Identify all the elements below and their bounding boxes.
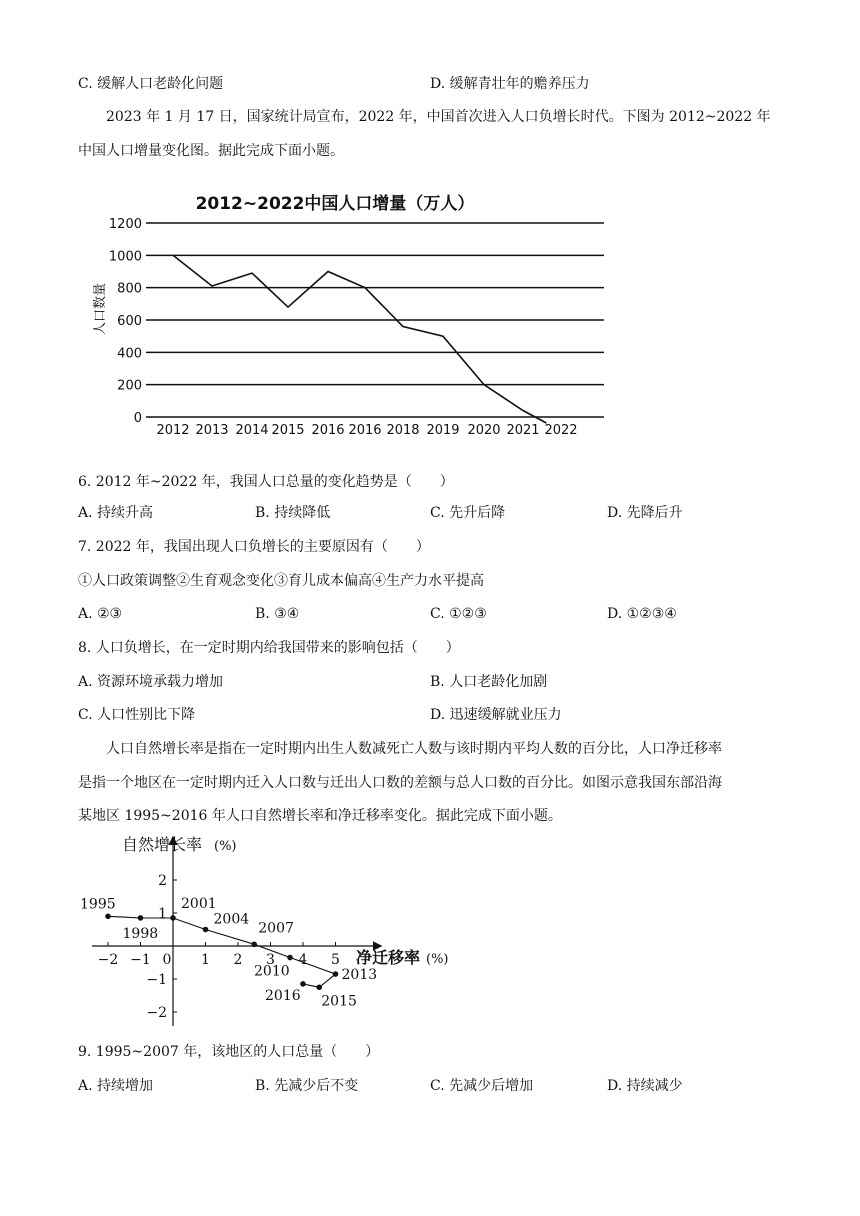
x-tick-label: −1 [130,952,151,968]
point-year-label: 1995 [80,896,116,913]
y-tick-label: 0 [133,411,142,426]
q8-option-b[interactable]: B. 人口老龄化加剧 [430,674,548,690]
option-d-prev: D. 缓解青壮年的赡养压力 [430,76,590,92]
question-8-stem: 8. 人口负增长，在一定时期内给我国带来的影响包括（ ） [78,640,460,656]
intro-paragraph-2-line-1: 人口自然增长率是指在一定时期内出生人数减死亡人数与该时期内平均人数的百分比，人口净迁移率 [106,741,722,757]
population-increment-chart [80,185,620,440]
q8-option-d[interactable]: D. 迅速缓解就业压力 [430,707,562,723]
x-tick-label: 2018 [386,423,420,438]
x-tick-label: 4 [298,952,308,968]
q6-option-b[interactable]: B. 持续降低 [255,505,331,521]
x-axis-label: 净迁移率 [356,948,421,967]
question-9-stem: 9. 1995~2007 年，该地区的人口总量（ ） [78,1044,380,1060]
option-c-prev: C. 缓解人口老龄化问题 [78,76,224,92]
q6-option-d[interactable]: D. 先降后升 [607,505,683,521]
data-point [316,984,322,990]
x-tick-label: 3 [266,952,275,968]
intro-paragraph-1-line-1: 2023 年 1 月 17 日，国家统计局宣布，2022 年，中国首次进入人口负增长时代。下图为 2012~2022 年 [106,109,771,125]
x-tick-label: 2019 [426,423,460,438]
q7-option-c[interactable]: C. ①②③ [430,606,487,622]
point-year-label: 2007 [258,920,294,937]
x-tick-label: 2016 [311,423,345,438]
data-point [105,914,111,920]
x-tick-label: 2012 [156,423,190,438]
data-point [203,927,209,933]
data-point [287,955,293,961]
q8-option-c[interactable]: C. 人口性别比下降 [78,707,196,723]
y-axis-label: 自然增长率 [122,835,203,854]
q6-option-a[interactable]: A. 持续升高 [78,505,154,521]
q7-option-a[interactable]: A. ②③ [78,606,123,622]
q9-option-c[interactable]: C. 先减少后增加 [430,1078,534,1094]
intro-paragraph-1-line-2: 中国人口增量变化图。据此完成下面小题。 [78,143,344,159]
q9-option-d[interactable]: D. 持续减少 [607,1078,683,1094]
point-year-label: 2013 [341,967,378,984]
y-tick-label: 400 [117,346,142,362]
series-line [173,255,546,423]
point-year-label: 2016 [265,987,301,1004]
x-tick-label: 2014 [235,423,269,438]
intro-paragraph-2-line-3: 某地区 1995~2016 年人口自然增长率和净迁移率变化。据此完成下面小题。 [78,808,562,824]
x-tick-label: 2022 [544,423,578,438]
y-tick-label: −2 [146,1005,167,1021]
x-tick-label: 2013 [195,423,229,438]
q9-option-b[interactable]: B. 先减少后不变 [255,1078,359,1094]
q6-option-c[interactable]: C. 先升后降 [430,505,506,521]
q9-option-a[interactable]: A. 持续增加 [78,1078,154,1094]
intro-paragraph-2-line-2: 是指一个地区在一定时期内迁入人口数与迁出人口数的差额与总人口数的百分比。如图示意我国东部沿海 [78,775,722,791]
data-point [170,915,176,921]
question-7-items: ①人口政策调整②生育观念变化③育儿成本偏高④生产力水平提高 [78,573,484,589]
y-tick-label: 1200 [108,217,142,232]
chart-title: 2012~2022中国人口增量（万人） [195,194,475,214]
growth-migration-chart [80,830,470,1030]
point-year-label: 2004 [213,911,250,928]
y-tick-label: 1 [158,906,167,922]
x-tick-label: 5 [331,952,340,968]
x-tick-label: 0 [162,952,172,968]
y-tick-label: 600 [117,314,142,329]
point-year-label: 1998 [122,925,159,942]
x-tick-label: 2015 [271,423,305,438]
x-tick-label: 2016 [348,423,382,438]
q7-option-d[interactable]: D. ①②③④ [607,606,677,622]
y-tick-label: 1000 [108,249,142,265]
y-axis-unit: (%) [214,839,237,854]
x-tick-label: 1 [201,952,210,968]
x-tick-label: 2 [233,952,243,968]
y-axis-label: 人口数量 [93,282,108,336]
q8-option-a[interactable]: A. 资源环境承载力增加 [78,674,224,690]
q7-option-b[interactable]: B. ③④ [255,606,300,622]
data-point [333,971,339,977]
data-point [251,942,257,948]
point-year-label: 2015 [321,993,357,1010]
y-tick-label: 800 [117,281,142,297]
question-6-stem: 6. 2012 年~2022 年，我国人口总量的变化趋势是（ ） [78,474,454,490]
y-tick-label: 200 [117,378,142,394]
data-point [300,981,306,987]
x-tick-label: 2020 [467,423,501,438]
y-tick-label: 2 [158,873,167,889]
data-point [138,915,144,921]
question-7-stem: 7. 2022 年，我国出现人口负增长的主要原因有（ ） [78,539,430,555]
y-tick-label: −1 [146,972,167,988]
x-axis-unit: (%) [426,952,449,967]
x-tick-label: −2 [97,952,119,968]
point-year-label: 2010 [254,963,290,980]
point-year-label: 2001 [181,895,217,912]
x-tick-label: 2021 [506,423,540,438]
